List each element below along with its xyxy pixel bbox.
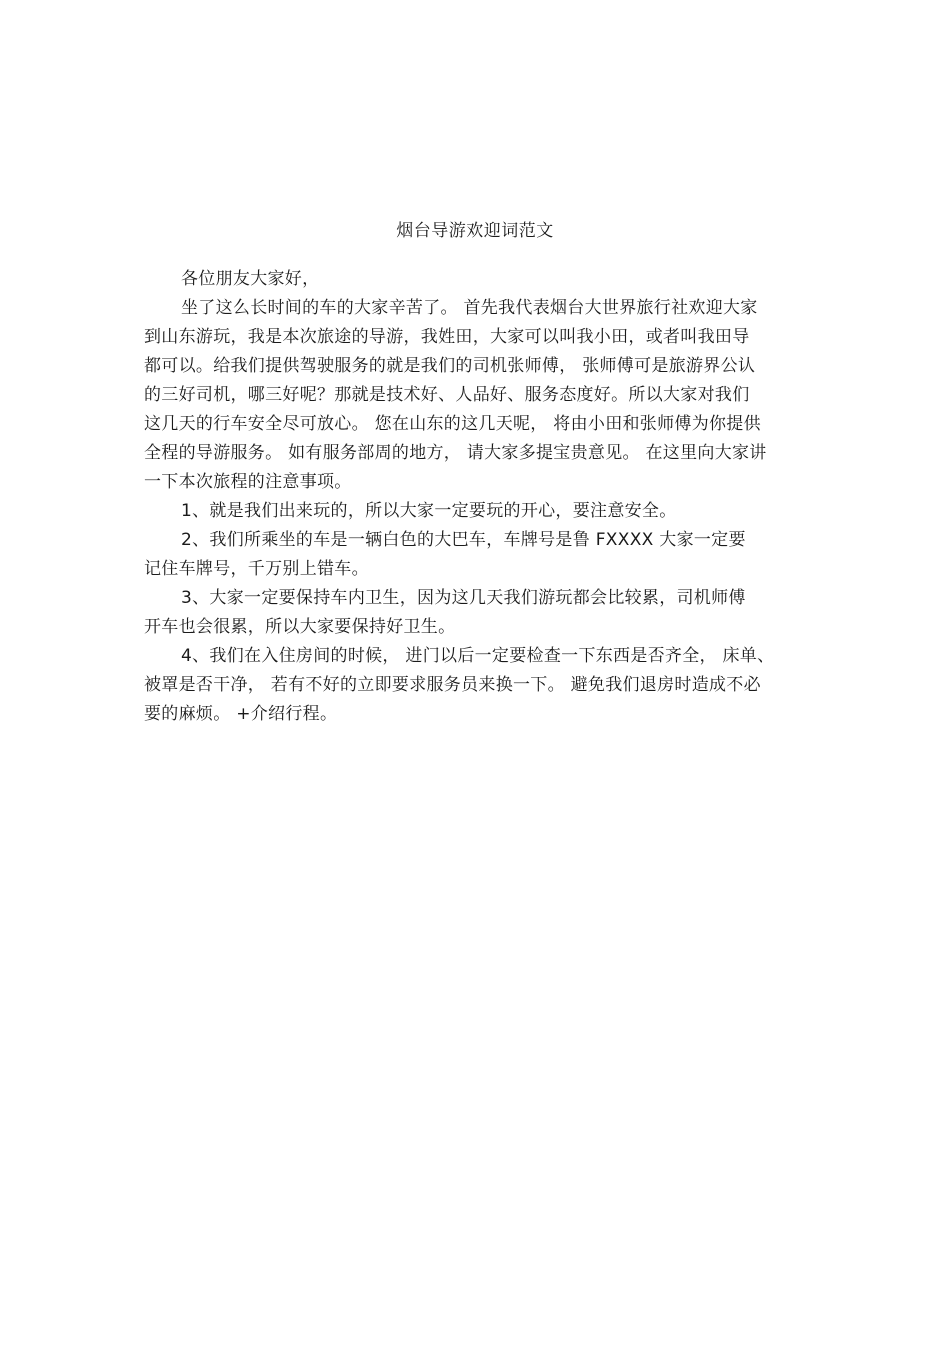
text-line: 要的麻烦。 +介绍行程。 (144, 704, 338, 724)
text-line: 记住车牌号，千万别上错车。 (144, 559, 369, 579)
text-line: 4、我们在入住房间的时候， 进门以后一定要检查一下东西是否齐全， 床单、 (181, 646, 775, 666)
document-title: 烟台导游欢迎词范文 (396, 221, 554, 241)
document-body (144, 265, 809, 729)
text-line: 各位朋友大家好， (181, 269, 320, 289)
text-line: 一下本次旅程的注意事项。 (144, 472, 352, 492)
text-line: 1、就是我们出来玩的，所以大家一定要玩的开心，要注意安全。 (181, 501, 677, 521)
text-line: 3、大家一定要保持车内卫生，因为这几天我们游玩都会比较累，司机师傅 (181, 588, 746, 608)
text-line: 坐了这么长时间的车的大家辛苦了。 首先我代表烟台大世界旅行社欢迎大家 (181, 298, 758, 318)
text-line: 的三好司机，哪三好呢？那就是技术好、人品好、服务态度好。所以大家对我们 (144, 385, 750, 405)
text-line: 这几天的行车安全尽可放心。 您在山东的这几天呢， 将由小田和张师傅为你提供 (144, 414, 761, 434)
text-line: 到山东游玩，我是本次旅途的导游，我姓田，大家可以叫我小田，或者叫我田导 (144, 327, 750, 347)
text-line: 全程的导游服务。 如有服务部周的地方， 请大家多提宝贵意见。 在这里向大家讲 (144, 443, 767, 463)
text-line: 被罩是否干净， 若有不好的立即要求服务员来换一下。 避免我们退房时造成不必 (144, 675, 761, 695)
text-line: 都可以。给我们提供驾驶服务的就是我们的司机张师傅， 张师傅可是旅游界公认 (144, 356, 756, 376)
text-line: 开车也会很累，所以大家要保持好卫生。 (144, 617, 456, 637)
text-line: 2、我们所乘坐的车是一辆白色的大巴车，车牌号是鲁 FXXXX 大家一定要 (181, 530, 746, 550)
